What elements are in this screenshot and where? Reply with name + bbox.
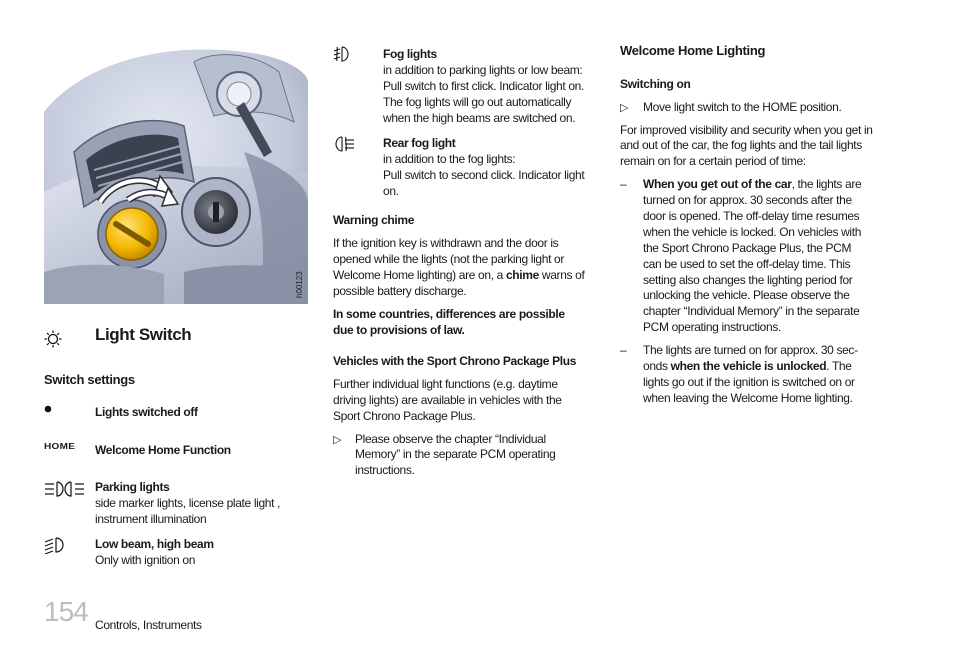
rear-fog-light-icon [333, 136, 355, 152]
sport-chrono-note-line-3: instructions. [355, 463, 415, 477]
fog-lights-line-3: The fog lights will go out automatically [383, 95, 572, 109]
item1-line-5: the Sport Chrono Package Plus, the PCM [643, 241, 852, 255]
light-switch-symbol-icon [44, 330, 62, 348]
countries-note-line-2: due to provisions of law. [333, 323, 465, 337]
rear-fog-line-3: on. [383, 184, 399, 198]
setting-desc-low-beam: Only with ignition on [95, 553, 196, 567]
sport-chrono-line-3: Sport Chrono Package Plus. [333, 409, 476, 423]
item2-line-4: when leaving the Welcome Home lighting. [643, 391, 853, 405]
rear-fog-line-1: in addition to the fog lights: [383, 152, 516, 166]
rear-fog-title: Rear fog light [383, 136, 456, 150]
item1-line-3: door is opened. The off-delay time resumes [643, 209, 860, 223]
light-switch-illustration [44, 42, 308, 304]
switching-on-step: Move light switch to the HOME position. [643, 100, 842, 114]
item1-line-6: can be used to set the off-delay time. This [643, 257, 851, 271]
chapter-label: Controls, Instruments [95, 618, 202, 632]
warning-chime-line-4: possible battery discharge. [333, 284, 467, 298]
welcome-home-heading: Welcome Home Lighting [620, 43, 766, 58]
sport-chrono-line-2: driving lights) are available in vehicles with the [333, 393, 562, 407]
section-title: Light Switch [95, 325, 192, 344]
low-beam-icon [44, 536, 66, 554]
switching-on-heading: Switching on [620, 77, 691, 91]
item1-line-10: PCM operating instructions. [643, 320, 781, 334]
intro-line-1: For improved visibility and security when you get in [620, 123, 873, 137]
note-arrow-icon: ▷ [333, 434, 342, 446]
intro-line-2: and out of the car, the fog lights and the tail lights [620, 138, 862, 152]
item2-line-3: lights go out if the ignition is switched on or [643, 375, 855, 389]
sport-chrono-note-line-2: Memory” in the separate PCM operating [355, 447, 556, 461]
image-code: h00123 [295, 271, 304, 298]
warning-chime-line-3: Welcome Home lighting) are on, a chime warns of [333, 268, 585, 282]
sport-chrono-heading: Vehicles with the Sport Chrono Package Plus [333, 354, 577, 368]
step-arrow-icon: ▷ [620, 102, 629, 114]
item2-line-1: The lights are turned on for approx. 30 sec- [643, 343, 858, 357]
fog-lights-line-2: Pull switch to first click. Indicator light on. [383, 79, 584, 93]
switch-settings-heading: Switch settings [44, 372, 135, 387]
item1-line-8: unlocking the vehicle. Please observe the [643, 288, 850, 302]
home-text-icon: HOME [44, 442, 76, 452]
item2-dash: – [620, 343, 627, 357]
setting-title-parking: Parking lights [95, 480, 170, 494]
item1-dash: – [620, 177, 627, 191]
item1-line-2: turned on for approx. 30 seconds after the [643, 193, 852, 207]
item2-line-2: onds when the vehicle is unlocked. The [643, 359, 852, 373]
fog-lights-title: Fog lights [383, 47, 437, 61]
sport-chrono-line-1: Further individual light functions (e.g. daytime [333, 377, 558, 391]
countries-note-line-1: In some countries, differences are possible [333, 307, 565, 321]
setting-desc-parking: side marker lights, license plate light , instrument illumination [95, 496, 281, 526]
dot-icon [44, 405, 52, 413]
warning-chime-heading: Warning chime [333, 213, 415, 227]
item1-line-4: when the vehicle is locked. On vehicles with [643, 225, 862, 239]
intro-line-3: remain on for a certain period of time: [620, 154, 806, 168]
setting-title-home: Welcome Home Function [95, 443, 231, 457]
setting-title-low-beam: Low beam, high beam [95, 537, 214, 551]
parking-lights-icon [44, 480, 86, 498]
warning-chime-line-2: opened while the lights (not the parking light or [333, 252, 565, 266]
item1-line-7: setting also changes the lighting period for [643, 273, 853, 287]
item1-line-9: chapter “Individual Memory” in the separate [643, 304, 860, 318]
fog-lights-line-4: when the high beams are switched on. [383, 111, 576, 125]
fog-lights-line-1: in addition to parking lights or low beam: [383, 63, 583, 77]
fog-light-icon [333, 46, 351, 62]
page-number: 154 [44, 596, 88, 627]
item1-line-1: When you get out of the car, the lights are [643, 177, 862, 191]
rear-fog-line-2: Pull switch to second click. Indicator light [383, 168, 585, 182]
sport-chrono-note-line-1: Please observe the chapter “Individual [355, 432, 546, 446]
warning-chime-line-1: If the ignition key is withdrawn and the door is [333, 236, 559, 250]
setting-title-off: Lights switched off [95, 405, 198, 419]
